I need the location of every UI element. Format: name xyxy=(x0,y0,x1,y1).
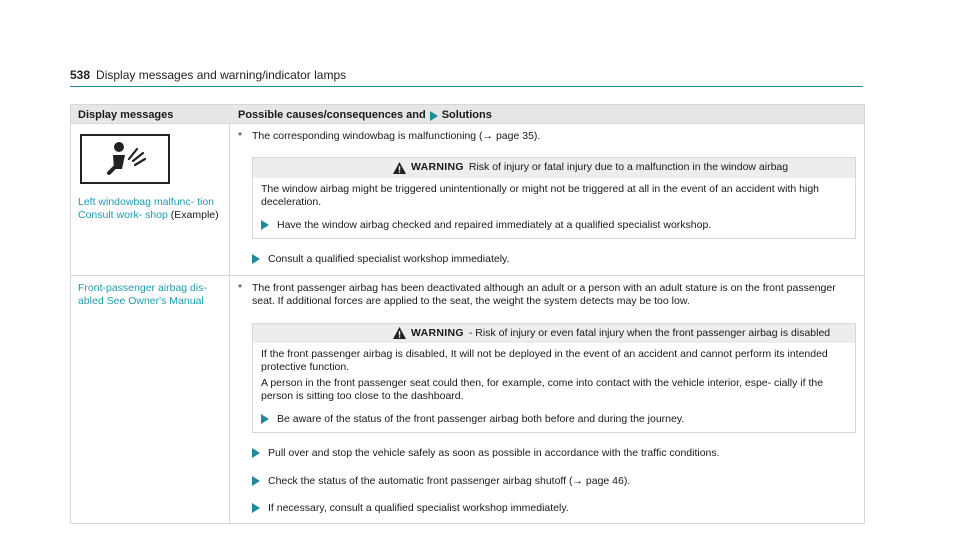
display-message: Left windowbag malfunc- tion Consult work- shop xyxy=(78,196,214,222)
warning-label: WARNING xyxy=(411,326,464,339)
warning-action: Have the window airbag checked and repaired immediately at a qualified specialist workshop. xyxy=(277,218,712,231)
table-header xyxy=(71,105,864,123)
warning-body-text: A person in the front passenger seat could then, for example, come into contact with the vehicle interior, espe- cially if the person is sitting too close to the dashboard. xyxy=(261,376,824,403)
warning-body-text: If the front passenger airbag is disabled, It will not be deployed in the event of an accident and cannot perform its intended protective function. xyxy=(261,347,828,374)
col-header-causes xyxy=(230,105,864,123)
messages-table xyxy=(70,104,865,524)
action-arrow-icon xyxy=(430,111,438,121)
page-number: 538 xyxy=(70,68,91,82)
header-rule xyxy=(70,86,863,87)
warning-header xyxy=(253,324,855,343)
message-cell xyxy=(71,124,230,275)
warning-action: Be aware of the status of the front passenger airbag both before and during the journey. xyxy=(277,412,685,425)
action-arrow-icon xyxy=(261,414,269,424)
col-header-messages: Display messages xyxy=(78,109,174,121)
warning-box xyxy=(252,323,856,434)
action-arrow-icon xyxy=(252,254,260,264)
page-header xyxy=(70,68,346,82)
cause-cell: * The front passenger airbag has been deactivated although an adult or a person with an adult stature is on the front passenger seat. If additional forces are applied to the seat, the weight the system detects may be too low. WARNING - Risk of injury or even fatal injury when the front passenger airbag is disabled If the front passenger airbag is disabled, It will not be deployed in the event of an accident and cannot perform its intended protective function. A person in the front passenger seat could then, for example, come into contact with the vehicle interior, espe- cially if the person is sitting too close to the dashboard. Be aware of the status of the front passenger airbag both before and during the journey. Pull over and stop the vehicle safely as soon as possible in accordance with the traffic conditions. Check the status of the automatic front passenger airbag shutoff (→ page 46). If necessary, consult a qualified specialist workshop immediately. xyxy=(230,276,864,524)
col-header-solutions-text: Solutions xyxy=(441,109,492,122)
warning-header xyxy=(253,158,855,177)
table-row xyxy=(71,123,864,275)
warning-body-text: The window airbag might be triggered unintentionally or might not be triggered at all in the event of an accident with high deceleration. xyxy=(261,182,820,209)
warning-box xyxy=(252,157,856,239)
action-item: If necessary, consult a qualified specialist workshop immediately. xyxy=(268,502,569,514)
message-suffix: (Example) xyxy=(170,209,219,222)
action-arrow-icon xyxy=(261,220,269,230)
warning-triangle-icon xyxy=(393,162,406,174)
action-arrow-icon xyxy=(252,448,260,458)
display-message: Front-passenger airbag dis- abled See Owner's Manual xyxy=(78,281,207,308)
action-item: Consult a qualified specialist workshop immediately. xyxy=(268,253,510,266)
table-row xyxy=(71,275,864,524)
cause-text: The corresponding windowbag is malfunctioning (→ page 35). xyxy=(252,130,541,142)
action-item: Pull over and stop the vehicle safely as soon as possible in accordance with the traffic conditions. xyxy=(268,447,720,460)
col-header-causes-text: Possible causes/consequences and xyxy=(238,109,426,122)
page-title: Display messages and warning/indicator lamps xyxy=(96,68,347,82)
warning-text: - Risk of injury or even fatal injury when the front passenger airbag is disabled xyxy=(468,326,831,339)
action-item: Check the status of the automatic front passenger airbag shutoff (→ page 46). xyxy=(268,474,631,487)
message-cell xyxy=(71,276,230,524)
cause-text: The front passenger airbag has been deactivated although an adult or a person with an adult stature is on the front passenger seat. If additional forces are applied to the seat, the weight the system detects may be too low. xyxy=(252,281,836,308)
warning-triangle-icon xyxy=(393,327,406,339)
cause-cell: * The corresponding windowbag is malfunctioning (→ page 35). WARNING Risk of injury or fatal injury due to a malfunction in the window airbag The window airbag might be triggered unintentionally or might not be triggered at all in the event of an accident with high deceleration. Have the window airbag checked and repaired immediately at a qualified specialist workshop. Consult a qualified specialist workshop immediately. xyxy=(230,124,864,275)
window-airbag-warning-icon xyxy=(80,134,170,184)
warning-label: WARNING xyxy=(411,161,464,174)
action-arrow-icon xyxy=(252,476,260,486)
action-arrow-icon xyxy=(252,503,260,513)
warning-text: Risk of injury or fatal injury due to a malfunction in the window airbag xyxy=(468,161,789,174)
